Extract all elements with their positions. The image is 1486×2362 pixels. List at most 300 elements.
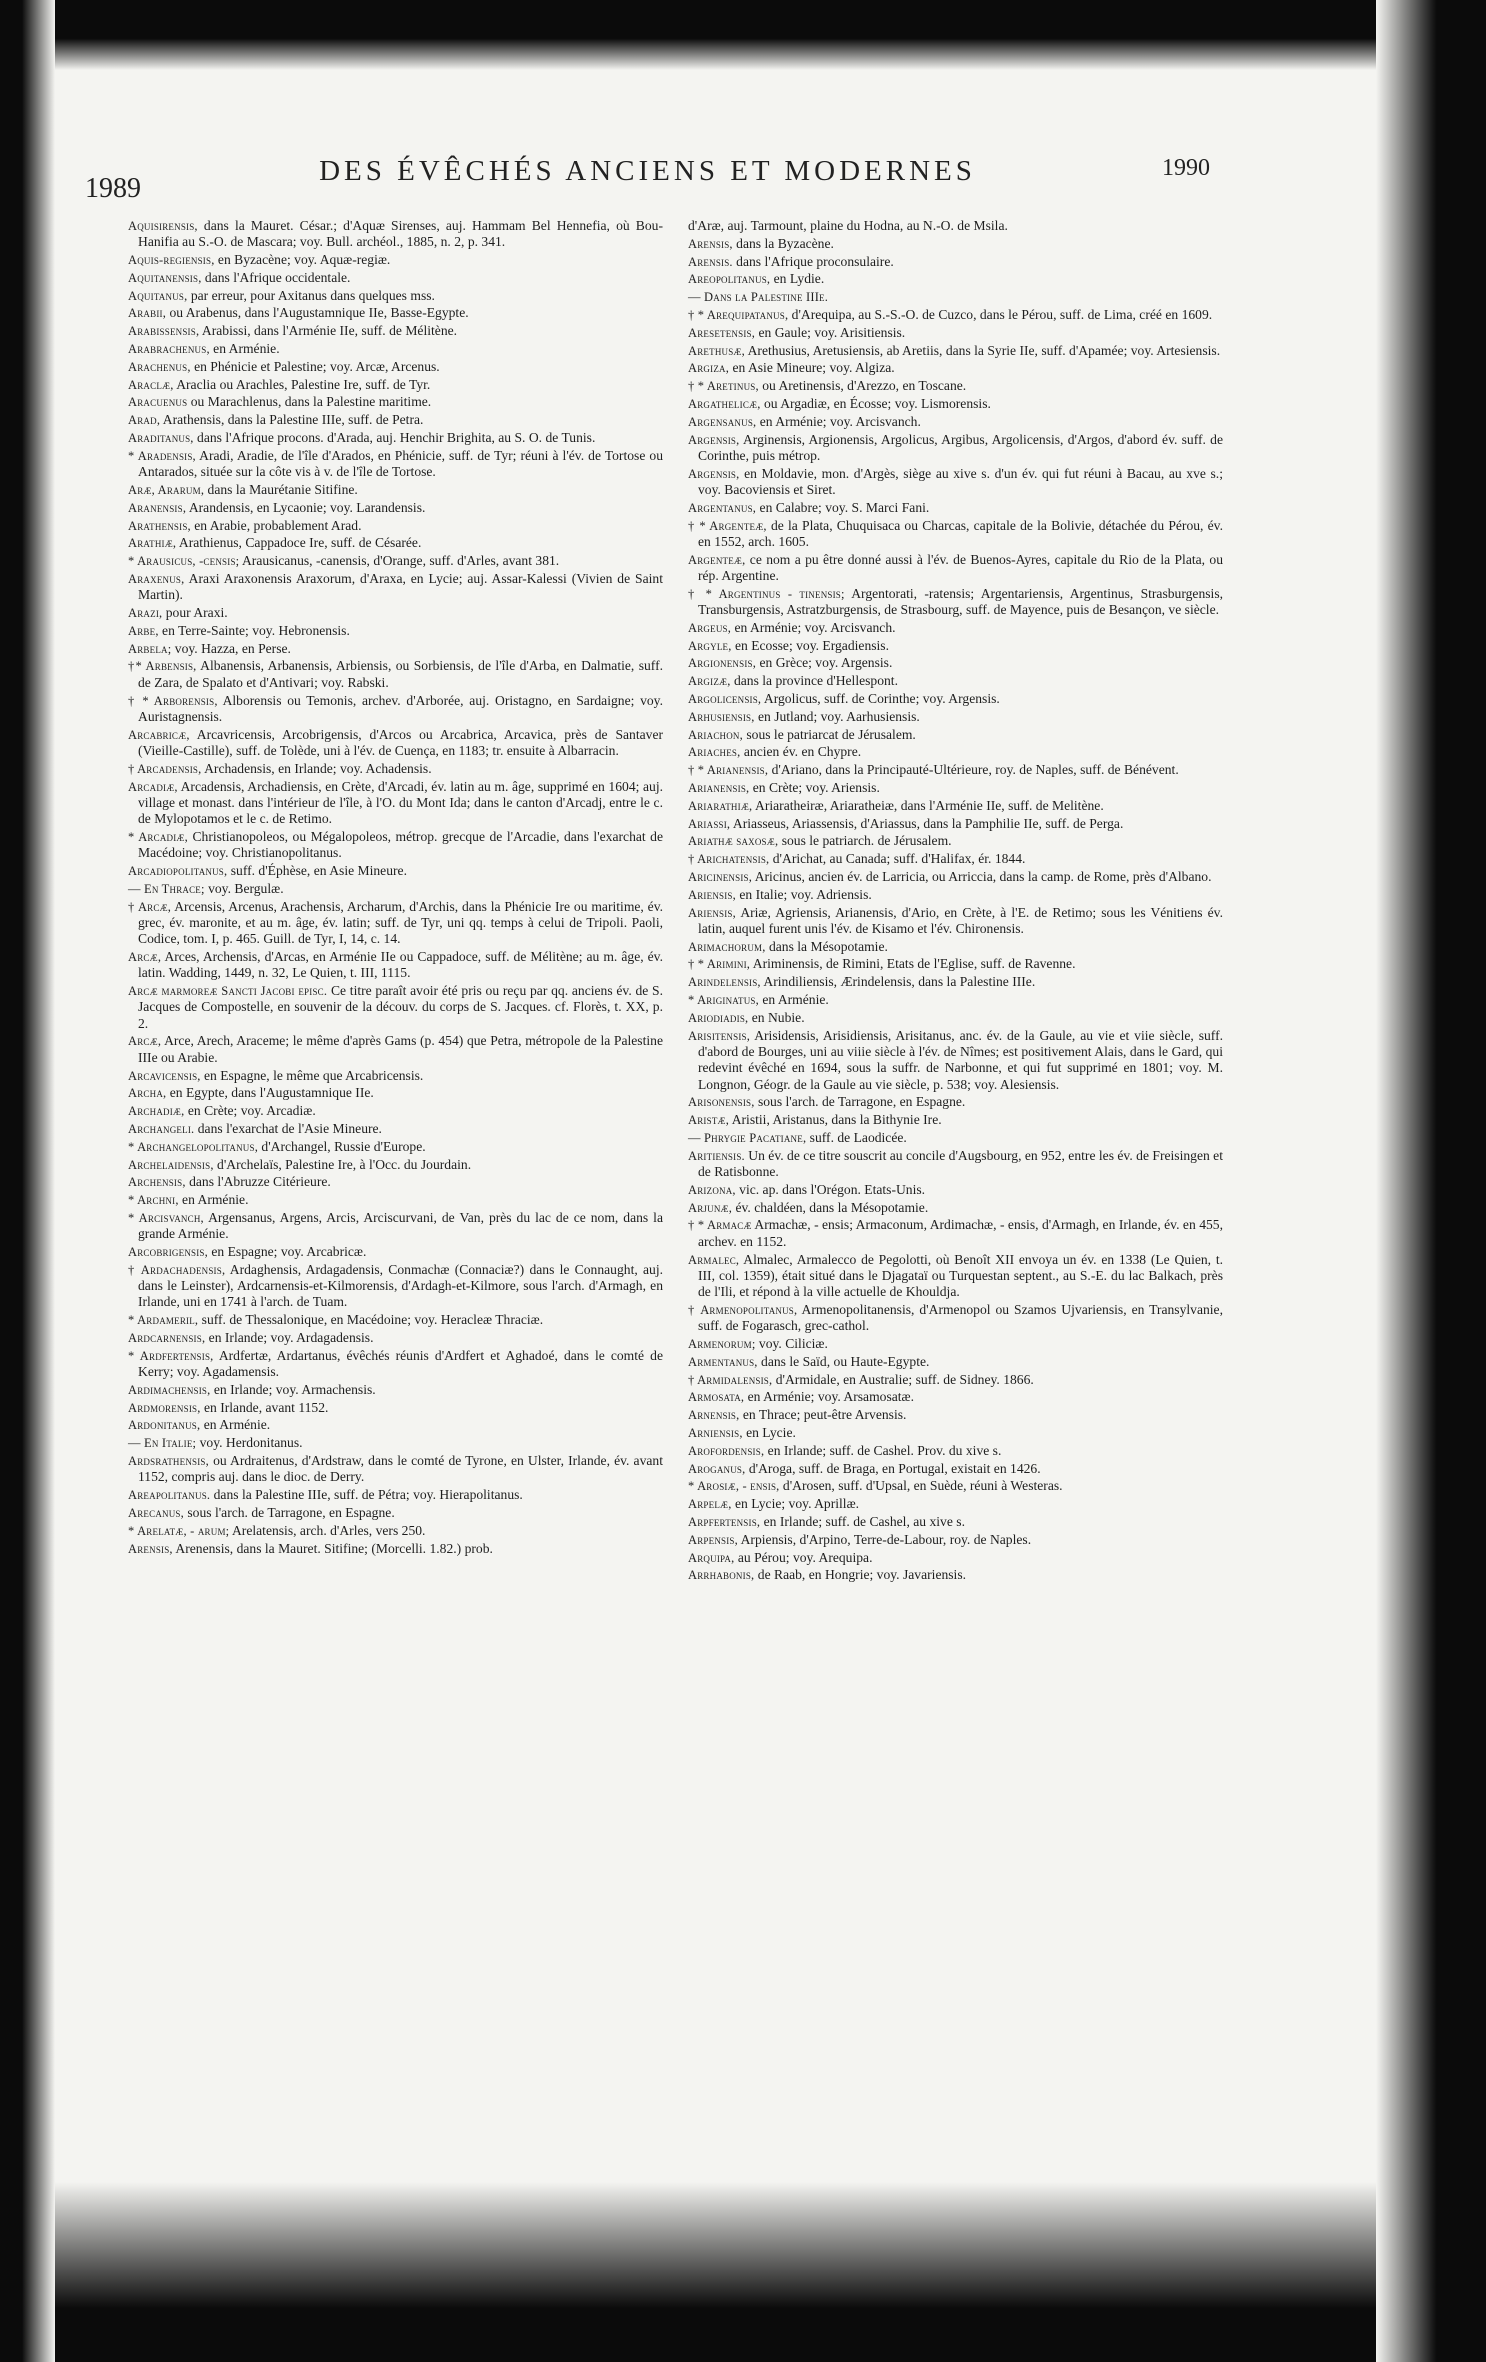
entry-headword: Arisonensis,: [688, 1095, 755, 1110]
entry-headword: † * Aretinus,: [688, 379, 759, 394]
entry-headword: Arabii,: [128, 306, 167, 321]
entry-headword: † * Arimini,: [688, 957, 751, 972]
dictionary-entry: [688, 709, 1223, 725]
entry-headword: Arindelensis,: [688, 975, 761, 990]
scan-edge-top: [0, 0, 1486, 70]
dictionary-entry: [688, 378, 1223, 394]
entry-headword: † Arcadensis,: [128, 761, 202, 776]
dictionary-entry: [128, 727, 663, 760]
entry-headword: Archangeli.: [128, 1121, 195, 1136]
entry-text: voy. Herdonitanus.: [196, 1435, 303, 1451]
entry-headword: Ardimachensis,: [128, 1382, 211, 1397]
entry-text: en Terre-Sainte; voy. Hebronensis.: [158, 622, 350, 638]
dictionary-entry: [688, 1372, 1223, 1388]
dictionary-entry: [688, 1217, 1223, 1250]
dictionary-entry: [688, 1461, 1223, 1477]
dictionary-entry: [688, 691, 1223, 707]
dictionary-entry: [688, 1148, 1223, 1181]
entry-text: Christianopoleos, ou Mégalopoleos, métrop. grecque de l'Arcadie, dans l'exarchat de Macédoine; voy. Christianopolitanus.: [138, 828, 664, 861]
entry-headword: * Ardfertensis,: [128, 1348, 214, 1363]
entry-text: en Lycie.: [742, 1424, 796, 1440]
entry-headword: Argolicensis,: [688, 692, 762, 707]
entry-text: en Lycie; voy. Aprillæ.: [731, 1496, 860, 1512]
entry-text: Arindiliensis, Ærindelensis, dans la Palestine IIIe.: [760, 974, 1036, 990]
entry-text: voy. Ciliciæ.: [755, 1336, 828, 1351]
dictionary-entry: [688, 905, 1223, 938]
dictionary-entry: [688, 1532, 1223, 1548]
dictionary-entry: [128, 323, 663, 339]
entry-text: Argensanus, Argens, Arcis, Arciscurvani, de Van, près du lac de ce nom, dans la grande Arménie.: [138, 1209, 663, 1242]
entry-text: d'Arichat, au Canada; suff. d'Halifax, ér. 1844.: [769, 851, 1026, 867]
dictionary-entry: [688, 325, 1223, 341]
entry-text: Ariasseus, Ariassensis, d'Ariassus, dans la Pamphilie IIe, suff. de Perga.: [730, 815, 1124, 831]
dictionary-entry: [688, 254, 1223, 270]
entry-headword: Archelaidensis,: [128, 1157, 214, 1172]
dictionary-entry: [688, 655, 1223, 671]
dictionary-entry: [688, 1478, 1223, 1494]
entry-text: ou Aretinensis, d'Arezzo, en Toscane.: [758, 378, 967, 394]
scan-edge-left: [0, 0, 55, 2362]
page-number-right: 1990: [1162, 155, 1210, 181]
entry-headword: Areapolitanus.: [128, 1488, 211, 1503]
entry-headword: Argensanus,: [688, 414, 757, 429]
dictionary-entry: [128, 1417, 663, 1433]
entry-headword: Aquis-regiensis,: [128, 253, 215, 268]
dictionary-entry: [128, 553, 663, 569]
entry-text: Almalec, Armalecco de Pegolotti, où Benoît XII envoya un év. en 1338 (Le Quien, t. III, col. 1359), était situé dans le Djagataï ou Turquestan septent., au S.-E. du lac Balkach, près de l'Ili, et répond à la ville actuelle de Khouldja.: [698, 1251, 1223, 1300]
dictionary-entry: [128, 779, 663, 828]
entry-text: d'Archangel, Russie d'Europe.: [258, 1138, 426, 1154]
dictionary-entry: [688, 586, 1223, 619]
entry-text: Armachæ, - ensis; Armaconum, Ardimachæ, - ensis, d'Armagh, en Irlande, év. en 455, archev. en 1152.: [698, 1217, 1223, 1249]
entry-headword: Arazi,: [128, 606, 163, 621]
dictionary-entry: [128, 899, 663, 948]
entry-headword: † * Arequipatanus,: [688, 307, 789, 322]
entry-headword: * Ardameril,: [128, 1313, 199, 1328]
entry-headword: Arad,: [128, 413, 161, 428]
entry-headword: — Dans la Palestine IIIe.: [688, 290, 829, 305]
entry-text: Ariminensis, de Rimini, Etats de l'Eglise, suff. de Ravenne.: [750, 956, 1076, 972]
dictionary-entry: [688, 1443, 1223, 1459]
entry-text: Aradi, Aradie, de l'île d'Arados, en Phénicie, suff. de Tyr; réuni à l'év. de Tortose ou Antarados, située sur la côte vis à v. de l'île de Tortose.: [138, 447, 663, 480]
entry-headword: Argionensis,: [688, 656, 757, 671]
entry-headword: * Arosiæ, - ensis,: [688, 1479, 780, 1494]
entry-headword: † * Armacæ: [688, 1218, 752, 1233]
entry-headword: Armenorum;: [688, 1337, 756, 1351]
entry-text: dans l'Afrique procons. d'Arada, auj. Henchir Brighita, au S. O. de Tunis.: [193, 430, 596, 446]
entry-text: en Irlande; voy. Ardagadensis.: [205, 1330, 374, 1345]
entry-text: Ariaratheiræ, Ariaratheiæ, dans l'Arménie IIe, suff. de Melitène.: [752, 797, 1104, 813]
entry-headword: * Ariginatus,: [688, 993, 759, 1008]
entry-text: ancien év. en Chypre.: [740, 744, 862, 760]
dictionary-entry: [128, 270, 663, 286]
dictionary-entry: [128, 641, 663, 657]
right-column: [688, 218, 1223, 1585]
entry-headword: Argiza,: [688, 361, 730, 376]
dictionary-entry: [688, 744, 1223, 760]
entry-text: ce nom a pu être donné aussi à l'év. de Buenos-Ayres, capitale du Rio de la Plata, ou rép. Argentine.: [698, 551, 1223, 583]
entry-headword: Argyle,: [688, 638, 732, 653]
dictionary-entry: [128, 218, 663, 251]
entry-text: Araclia ou Arachles, Palestine Ire, suff. de Tyr.: [173, 376, 431, 392]
entry-text: en Irlande; suff. de Cashel, au xive s.: [760, 1513, 965, 1529]
entry-headword: Ardmorensis,: [128, 1400, 201, 1415]
dictionary-entry: [128, 1312, 663, 1328]
entry-headword: Arcæ marmoreæ Sancti Jacobi episc.: [128, 984, 328, 999]
entry-headword: Archensis,: [128, 1175, 186, 1190]
entry-text: Archadensis, en Irlande; voy. Achadensis.: [201, 760, 432, 776]
dictionary-entry: [688, 727, 1223, 743]
entry-headword: Aroganus,: [688, 1461, 746, 1476]
entry-headword: Arathensis,: [128, 518, 191, 533]
entry-text: Arethusius, Aretusiensis, ab Aretiis, dans la Syrie IIe, suff. d'Apamée; voy. Artesiensis.: [744, 342, 1221, 358]
dictionary-entry: [128, 359, 663, 375]
entry-text: Arpiensis, d'Arpino, Terre-de-Labour, roy. de Naples.: [737, 1531, 1032, 1547]
dictionary-entry: [688, 1550, 1223, 1566]
dictionary-entry: [688, 1094, 1223, 1110]
entry-text: Aricinus, ancien év. de Larricia, ou Arriccia, dans la camp. de Rome, près d'Albano.: [752, 868, 1212, 884]
entry-headword: Arcobrigensis,: [128, 1245, 208, 1260]
entry-text: en Arménie; voy. Arcisvanch.: [731, 619, 896, 635]
entry-text: en Lydie.: [770, 271, 825, 287]
dictionary-entry: [128, 341, 663, 357]
entry-text: en Moldavie, mon. d'Argès, siège au xive s. d'un év. qui fut réuni à Bacau, au xve s.; voy. Bacoviensis et Siret.: [698, 465, 1223, 497]
dictionary-entry: [688, 992, 1223, 1008]
dictionary-entry: [688, 432, 1223, 465]
entry-text: Arenensis, dans la Mauret. Sitifine; (Morcelli. 1.82.) prob.: [172, 1540, 493, 1556]
dictionary-entry: [128, 1330, 663, 1346]
entry-text: Arandensis, en Lycaonie; voy. Larandensis.: [186, 499, 426, 515]
entry-text: Arelatensis, arch. d'Arles, vers 250.: [229, 1522, 426, 1538]
dictionary-entry: [128, 1192, 663, 1208]
dictionary-entry: [128, 571, 663, 604]
entry-headword: Argathelicæ,: [688, 396, 761, 411]
entry-text: Arausicanus, -canensis, d'Orange, suff. d'Arles, avant 381.: [239, 553, 560, 569]
entry-headword: † Armidalensis,: [688, 1372, 773, 1387]
dictionary-entry: [688, 1112, 1223, 1128]
page-header: [85, 155, 1210, 204]
entry-text: dans l'exarchat de l'Asie Mineure.: [194, 1120, 382, 1136]
dictionary-entry: [128, 1435, 663, 1451]
entry-text: d'Aroga, suff. de Braga, en Portugal, existait en 1426.: [745, 1460, 1041, 1476]
dictionary-entry: [688, 1496, 1223, 1512]
entry-headword: Arensis,: [688, 236, 733, 251]
dictionary-entry: [128, 1068, 663, 1084]
dictionary-entry: [128, 1174, 663, 1190]
entry-headword: Arisitensis,: [688, 1028, 751, 1043]
entry-headword: Arrhabonis,: [688, 1568, 755, 1583]
entry-headword: Arniensis,: [688, 1425, 743, 1440]
entry-headword: Ariensis,: [688, 887, 736, 902]
page-number-left: 1989: [85, 173, 141, 204]
entry-text: d'Armidale, en Australie; suff. de Sidney. 1866.: [772, 1371, 1034, 1387]
dictionary-entry: [688, 1200, 1223, 1216]
dictionary-entry: [128, 658, 663, 691]
entry-text: ou Argadiæ, en Écosse; voy. Lismorensis.: [760, 395, 991, 411]
entry-text: Arathienus, Cappadoce Ire, suff. de Césarée.: [176, 535, 422, 551]
entry-text: dans la Byzacène.: [732, 235, 834, 251]
entry-text: d'Arosen, suff. d'Upsal, en Suède, réuni à Westeras.: [779, 1478, 1063, 1494]
dictionary-entry: [688, 798, 1223, 814]
entry-headword: Arpfertensis,: [688, 1514, 761, 1529]
entry-text: dans la Maurétanie Sitifine.: [204, 481, 358, 497]
dictionary-entry: [128, 252, 663, 268]
entry-headword: — En Italie;: [128, 1436, 197, 1451]
dictionary-entry: [688, 1514, 1223, 1530]
dictionary-entry: [128, 1453, 663, 1486]
entry-headword: Aristæ,: [688, 1113, 730, 1128]
dictionary-entry: [128, 693, 663, 726]
entry-headword: Ariodiadis,: [688, 1010, 749, 1025]
dictionary-entry: [688, 396, 1223, 412]
dictionary-entry: [688, 414, 1223, 430]
dictionary-entry: [128, 949, 663, 982]
entry-headword: * Archni,: [128, 1193, 179, 1208]
entry-headword: Aritiensis.: [688, 1148, 745, 1163]
entry-headword: Arianensis,: [688, 781, 750, 795]
entry-text: Arces, Archensis, d'Arcas, en Arménie IIe ou Cappadoce, suff. de Mélitène; au m. âge, év. latin. Wadding, 1449, n. 32, Le Quien, t. III, 1115.: [138, 948, 663, 981]
dictionary-entry: [128, 482, 663, 498]
entry-headword: Arcæ,: [128, 1034, 162, 1049]
entry-headword: Arnensis,: [688, 1408, 740, 1423]
scan-edge-right: [1376, 0, 1486, 2362]
dictionary-entry: [128, 829, 663, 862]
dictionary-entry: [128, 288, 663, 304]
entry-headword: Ariathæ saxosæ,: [688, 834, 779, 849]
dictionary-entry: [688, 1389, 1223, 1405]
entry-headword: Aræ, Ararum,: [128, 482, 205, 497]
entry-headword: Ariensis,: [688, 905, 736, 920]
entry-text: au Pérou; voy. Arequipa.: [734, 1549, 873, 1565]
entry-text: Argentorati, -ratensis; Argentariensis, Argentinus, Strasburgensis, Transburgensis, Astratzburgensis, de Strasbourg, suff. de Mayence, puis de Besançon, ve siècle.: [698, 585, 1224, 618]
entry-text: dans l'Afrique occidentale.: [201, 269, 351, 285]
dictionary-entry: [688, 271, 1223, 287]
dictionary-entry: [128, 1541, 663, 1557]
entry-text: en Irlande; voy. Armachensis.: [210, 1381, 376, 1397]
entry-headword: Argizæ,: [688, 674, 731, 689]
entry-headword: Ariassi,: [688, 816, 731, 831]
entry-headword: Arhusiensis,: [688, 709, 755, 724]
entry-text: Armenopolitanensis, d'Armenopol ou Szamos Ujvariensis, en Transylvanie, suff. de Fogarasch, grec-cathol.: [698, 1301, 1223, 1334]
entry-headword: Arcadiopolitanus,: [128, 863, 228, 878]
page-title: DES ÉVÊCHÉS ANCIENS ET MODERNES: [319, 155, 976, 187]
entry-text: en Espagne; voy. Arcabricæ.: [207, 1244, 367, 1260]
entry-text: Arisidensis, Arisidiensis, Arisitanus, anc. év. de la Gaule, au vie et viie siècle, suff. d'abord de Bourges, uni au viiie siècle à l'év. de Nîmes; est positivement Alais, dans le Gard, qui redevint évêché en 1694, sous la suffr. de Narbonne, et qui fut supprimé en 1801; voy. M. Longnon, Géogr. de la Gaule au vie siècle, p. 538; voy. Alesiensis.: [698, 1027, 1223, 1092]
entry-headword: Arizona,: [688, 1182, 736, 1197]
entry-text: év. chaldéen, dans la Mésopotamie.: [732, 1199, 929, 1215]
dictionary-entry: [688, 974, 1223, 990]
entry-text: suff. d'Éphèse, en Asie Mineure.: [227, 862, 407, 878]
entry-headword: Arensis.: [688, 254, 733, 269]
entry-text: en Arménie; voy. Arsamosatæ.: [744, 1389, 915, 1405]
entry-headword: † Ardachadensis,: [128, 1262, 226, 1277]
entry-text: Araxi Araxonensis Araxorum, d'Araxa, en Lycie; auj. Assar-Kalessi (Vivien de Saint Martin).: [138, 570, 663, 603]
entry-headword: Arachenus,: [128, 359, 191, 374]
entry-text: Ariæ, Agriensis, Arianensis, d'Ario, en Crète, à l'E. de Retimo; sous les Vénitiens év. latin, auquel furent unis l'év. de Kisamo et l'év. Chironensis.: [698, 904, 1223, 936]
entry-text: voy. Bergulæ.: [204, 880, 284, 896]
entry-headword: Arathiæ,: [128, 536, 177, 551]
dictionary-entry: [128, 1033, 663, 1066]
dictionary-entry: [128, 1382, 663, 1398]
entry-headword: Arofordensis,: [688, 1443, 765, 1458]
entry-headword: Aquitanensis,: [128, 270, 202, 285]
entry-headword: Ariachon,: [688, 727, 743, 742]
entry-headword: Arimachorum,: [688, 939, 766, 954]
dictionary-entry: [688, 1028, 1223, 1093]
entry-text: d'Archelaïs, Palestine Ire, à l'Occ. du Jourdain.: [213, 1156, 472, 1172]
entry-text: Ardfertæ, Ardartanus, évêchés réunis d'Ardfert et Aghadoé, dans le comté de Kerry; voy. Agadamensis.: [138, 1347, 663, 1380]
entry-text: Arginensis, Argionensis, Argolicus, Argibus, Argolicensis, d'Argos, d'abord év. suff. de Corinthe, puis métrop.: [698, 431, 1223, 463]
entry-headword: Araxenus,: [128, 571, 185, 586]
entry-text: Arce, Arech, Araceme; le même d'après Gams (p. 454) que Petra, métropole de la Palestine IIIe ou Arabie.: [138, 1033, 663, 1065]
dictionary-entry: [688, 620, 1223, 636]
entry-headword: Armalec,: [688, 1252, 740, 1267]
entry-text: sous le patriarcat de Jérusalem.: [742, 726, 916, 742]
entry-headword: Arjunæ,: [688, 1200, 733, 1215]
entry-headword: Ardonitanus,: [128, 1418, 201, 1433]
entry-text: en Asie Mineure; voy. Algiza.: [729, 360, 895, 376]
dictionary-entry: [128, 377, 663, 393]
entry-text: pour Araxi.: [162, 605, 228, 621]
entry-text: en Calabre; voy. S. Marci Fani.: [756, 499, 930, 515]
entry-text: sous le patriarch. de Jérusalem.: [778, 833, 952, 849]
entry-headword: Aricinensis,: [688, 869, 753, 884]
dictionary-entry: [688, 1336, 1223, 1352]
entry-text: dans la Palestine IIIe, suff. de Pétra; voy. Hierapolitanus.: [210, 1487, 523, 1503]
entry-text: en Crète; voy. Arcadiæ.: [184, 1103, 316, 1119]
left-column: [128, 218, 663, 1558]
dictionary-entry: [128, 1262, 663, 1311]
entry-text: Ardaghensis, Ardagadensis, Conmachæ (Connaciæ?) dans le Connaught, auj. dans le Leinster), Ardcarnensis-et-Kilmorensis, d'Ardagh-et-Kilmore, sous l'arch. d'Armagh, en Irlande, uni en 1741 à l'arch. de Tuam.: [138, 1261, 664, 1310]
entry-text: en Arménie.: [209, 341, 280, 357]
entry-headword: Archadiæ,: [128, 1104, 185, 1119]
entry-text: en Byzacène; voy. Aquæ-regiæ.: [214, 252, 391, 268]
entry-headword: * Arausicus, -censis;: [128, 554, 240, 569]
entry-headword: Aquitanus,: [128, 288, 188, 303]
entry-text: sous l'arch. de Tarragone, en Espagne.: [754, 1094, 966, 1110]
entry-headword: Arensis,: [128, 1541, 173, 1556]
dictionary-entry: [688, 1425, 1223, 1441]
dictionary-entry: [688, 518, 1223, 551]
entry-text: en Ecosse; voy. Ergadiensis.: [731, 637, 889, 653]
dictionary-entry: [688, 466, 1223, 499]
entry-headword: Arethusæ,: [688, 343, 745, 358]
entry-text: en Crète; voy. Ariensis.: [749, 780, 880, 795]
dictionary-entry: [688, 1252, 1223, 1301]
entry-text: de la Plata, Chuquisaca ou Charcas, capitale de la Bolivie, détachée du Pérou, év. en 1552, arch. 1605.: [698, 517, 1223, 549]
dictionary-entry: [128, 605, 663, 621]
entry-headword: † Armenopolitanus,: [688, 1302, 798, 1317]
dictionary-entry: [688, 289, 1223, 305]
dictionary-entry: [128, 761, 663, 777]
entry-text: en Arménie.: [178, 1192, 249, 1208]
entry-text: Arathensis, dans la Palestine IIIe, suff. de Petra.: [160, 412, 424, 428]
entry-headword: Arcabricæ,: [128, 727, 190, 742]
entry-headword: Arbela;: [128, 641, 172, 656]
dictionary-entry: [128, 881, 663, 897]
entry-text: dans la province d'Hellespont.: [730, 673, 898, 689]
entry-headword: Arcadiæ,: [128, 779, 178, 794]
entry-headword: * Arcadiæ,: [128, 829, 188, 844]
entry-headword: † Arcæ,: [128, 899, 172, 914]
entry-text: en Arménie; voy. Arcisvanch.: [756, 413, 921, 429]
dictionary-entry: [128, 518, 663, 534]
scan-edge-bottom: [0, 2182, 1486, 2362]
entry-headword: Arecanus,: [128, 1505, 184, 1520]
entry-headword: Argensis,: [688, 466, 740, 481]
entry-text: ou Ardraitenus, d'Ardstraw, dans le comté de Tyrone, en Ulster, Irlande, év. avant 1152, compris auj. dans le dioc. de Derry.: [138, 1453, 663, 1485]
entry-text: en Arménie.: [758, 992, 829, 1008]
dictionary-entry: [128, 1348, 663, 1381]
entry-headword: * Arelatæ, - arum;: [128, 1523, 230, 1538]
dictionary-entry: [688, 638, 1223, 654]
entry-text: dans le Saïd, ou Haute-Egypte.: [757, 1353, 930, 1369]
dictionary-entry: [128, 305, 663, 321]
dictionary-entry: [688, 360, 1223, 376]
entry-text: d'Arequipa, au S.-S.-O. de Cuzco, dans le Pérou, suff. de Lima, créé en 1609.: [788, 306, 1213, 322]
dictionary-entry: [688, 939, 1223, 955]
entry-headword: Ariaches,: [688, 745, 741, 760]
entry-text: en Arménie.: [200, 1417, 271, 1433]
entry-headword: — Phrygie Pacatiane,: [688, 1130, 807, 1145]
entry-headword: Arpelæ,: [688, 1497, 732, 1512]
entry-text: dans l'Abruzze Citérieure.: [185, 1174, 331, 1190]
entry-headword: * Arcisvanch,: [128, 1210, 204, 1225]
dictionary-entry: [688, 887, 1223, 903]
dictionary-entry: [128, 1523, 663, 1539]
entry-headword: Aracuenus: [128, 395, 188, 410]
dictionary-entry: [688, 673, 1223, 689]
entry-headword: Archa,: [128, 1086, 167, 1101]
dictionary-entry: [128, 1139, 663, 1155]
entry-headword: † * Argenteæ,: [688, 518, 767, 533]
entry-text: suff. de Thessalonique, en Macédoine; voy. Heracleæ Thraciæ.: [198, 1312, 544, 1328]
entry-text: sous l'arch. de Tarragone, en Espagne.: [183, 1504, 395, 1520]
dictionary-entry: [128, 983, 663, 1032]
entry-headword: Areopolitanus,: [688, 272, 771, 287]
dictionary-entry: [128, 535, 663, 551]
dictionary-entry: [128, 863, 663, 879]
entry-text: en Gaule; voy. Arisitiensis.: [755, 324, 906, 340]
entry-headword: Arcavicensis,: [128, 1068, 201, 1083]
entry-headword: * Archangelopolitanus,: [128, 1139, 259, 1154]
entry-text: en Irlande, avant 1152.: [200, 1399, 329, 1415]
entry-text: en Irlande; suff. de Cashel. Prov. du xive s.: [764, 1442, 1002, 1458]
entry-headword: Ardsrathensis,: [128, 1454, 209, 1469]
entry-headword: — En Thrace;: [128, 881, 205, 896]
entry-headword: Aquisirensis,: [128, 219, 198, 233]
entry-text: Arabissi, dans l'Arménie IIe, suff. de Mélitène.: [199, 323, 458, 339]
entry-text: de Raab, en Hongrie; voy. Javariensis.: [754, 1567, 967, 1583]
entry-headword: Arabrachenus,: [128, 342, 210, 357]
dictionary-entry: [688, 1567, 1223, 1583]
entry-text: voy. Hazza, en Perse.: [171, 640, 291, 656]
entry-headword: Argensis,: [688, 432, 740, 447]
dictionary-entry: [688, 1130, 1223, 1146]
entry-text: par erreur, pour Axitanus dans quelques mss.: [187, 287, 435, 303]
entry-text: en Nubie.: [748, 1009, 805, 1025]
entry-headword: Armentanus,: [688, 1354, 758, 1369]
entry-text: d'Aræ, auj. Tarmount, plaine du Hodna, au N.-O. de Msila.: [688, 218, 1008, 233]
entry-text: Albanensis, Arbanensis, Arbiensis, ou Sorbiensis, de l'île d'Arba, en Dalmatie, suff. de Zara, de Spalato et d'Antivari; voy. Rabski.: [138, 658, 663, 690]
entry-headword: Arquipa,: [688, 1550, 735, 1565]
entry-text: Aristii, Aristanus, dans la Bithynie Ire.: [729, 1112, 942, 1128]
dictionary-entry: [128, 1487, 663, 1503]
dictionary-entry: [128, 1157, 663, 1173]
entry-text: en Arabie, probablement Arad.: [190, 517, 362, 533]
entry-text: ou Arabenus, dans l'Augustamnique IIe, Basse-Egypte.: [166, 305, 469, 321]
dictionary-entry: [128, 1210, 663, 1243]
